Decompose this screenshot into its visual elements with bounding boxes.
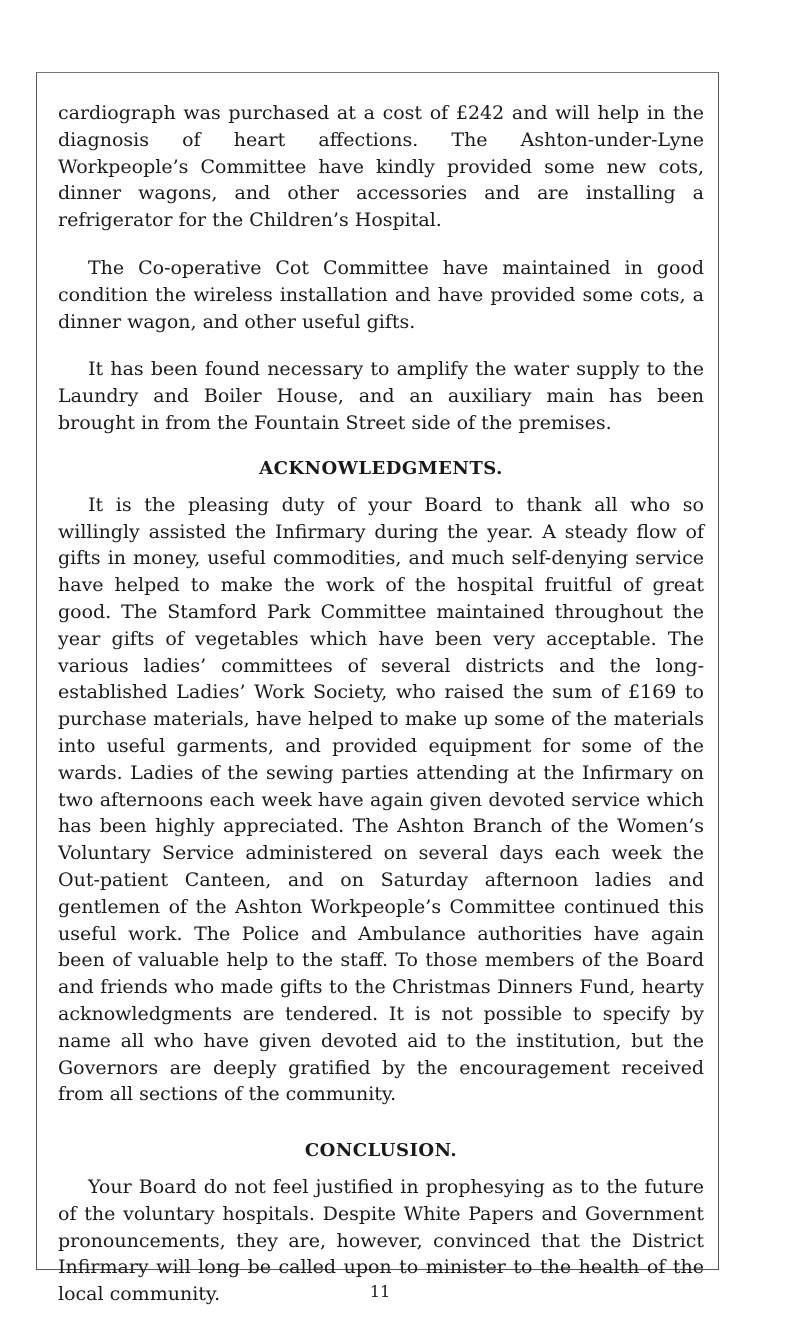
paragraph-cooperative-cot: The Co-operative Cot Committee have maintained in good condition the wireless installation and have provided some cots, a dinner wagon, and other useful gifts.	[58, 256, 704, 333]
paragraph-water-supply: It has been found necessary to amplify the water supply to the Laundry and Boiler House, and an auxiliary main has been brought in from the Fountain Street side of the premises.	[58, 358, 704, 434]
heading-conclusion: CONCLUSION.	[304, 1140, 458, 1162]
document-body	[58, 100, 704, 1329]
paragraph-cardiograph: cardiograph was purchased at a cost of £242 and will help in the diagnosis of heart affections. The Ashton-under-Lyne Workpeople’s Committee have kindly provided some new cots, dinner wagons, and other accessories and are installing a refrigerator for the Children’s Hospital.	[58, 102, 704, 232]
heading-acknowledgments: ACKNOWLEDGMENTS.	[259, 457, 503, 479]
paragraph-acknowledgments: It is the pleasing duty of your Board to thank all who so willingly assisted the Infirmary during the year. A steady flow of gifts in money, useful commodities, and much self-denying service have helped to make the work of the hospital fruitful of great good. The Stamford Park Committee maintained throughout the year gifts of vegetables which have been very acceptable. The various ladies’ committees of several districts and the long-established Ladies’ Work Society, who raised the sum of £169 to purchase materials, have helped to make up some of the materials into useful garments, and provided equipment for some of the wards. Ladies of the sewing parties attending at the Infirmary on two afternoons each week have again given devoted service which has been highly appreciated. The Ashton Branch of the Women’s Voluntary Service administered on several days each week the Out-patient Canteen, and on Saturday afternoon ladies and gentlemen of the Ashton Workpeople’s Committee continued this useful work. The Police and Ambulance authorities have again been of valuable help to the staff. To those members of the Board and friends who made gifts to the Christmas Dinners Fund, hearty acknowledgments are tendered. It is not possible to specify by name all who have given devoted aid to the institution, but the Governors are deeply gratified by the encouragement received from all sections of the community.	[58, 493, 704, 1106]
paragraph-conclusion: Your Board do not feel justified in prophesying as to the future of the voluntary hospitals. Despite White Papers and Government pronouncements, they are, however, convinced that the District Infirmary will long be called upon to minister to the health of the local community.	[58, 1176, 704, 1306]
page-number: 11	[369, 1282, 391, 1301]
